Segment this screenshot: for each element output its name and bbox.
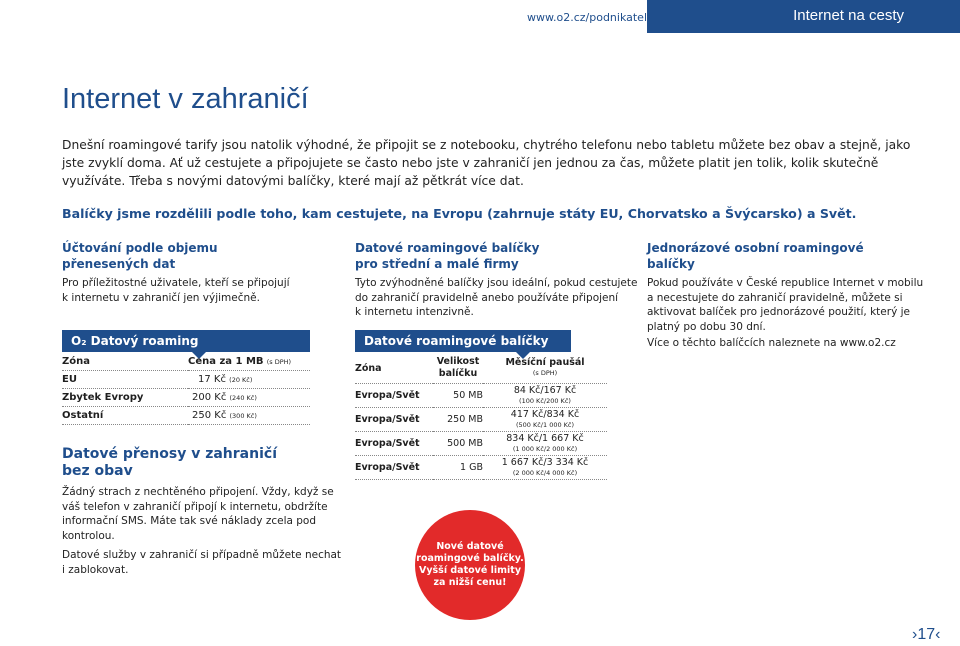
col2-heading-line: Datové roamingové balíčky	[355, 241, 540, 255]
col3-text-line: aktivovat balíček pro jednorázové použití, který je	[647, 306, 910, 318]
zone-cell: Evropa/Svět	[355, 432, 433, 456]
price-header-note: (s DPH)	[266, 358, 292, 366]
table-row	[355, 408, 607, 432]
fee-value: 1 667 Kč/3 334 Kč	[501, 456, 589, 468]
col1-text	[62, 276, 290, 305]
price-header-label: Cena za 1 MB	[188, 356, 264, 367]
paragraph-line: váš telefon v zahraničí připojí k internetu, obdržíte	[62, 500, 328, 513]
badge-line: roamingové balíčky.	[416, 553, 524, 564]
table-row	[355, 384, 607, 408]
badge-line: za nižší cenu!	[433, 577, 507, 588]
paragraph-line: Datové služby v zahraničí si případně můžete nechat	[62, 549, 342, 561]
data-transfers-heading	[62, 446, 277, 480]
heading-line: bez obav	[62, 463, 133, 479]
col3-text-line: platný po dobu 30 dní.	[647, 320, 766, 333]
fee-value: 417 Kč/834 Kč	[510, 408, 580, 420]
block-services-paragraph	[62, 548, 341, 577]
zone-header: Zóna	[62, 353, 188, 371]
fee-note: (2 000 Kč/4 000 Kč)	[512, 468, 578, 477]
table-row	[355, 432, 607, 456]
size-cell: 250 MB	[433, 408, 483, 432]
size-header-line: Velikost	[436, 356, 480, 367]
col1-heading-line: Účtování podle objemu	[62, 241, 218, 255]
badge-line: Nové datové	[436, 541, 504, 552]
price-header	[188, 353, 310, 371]
col2-heading-line: pro střední a malé firmy	[355, 257, 519, 271]
size-cell: 50 MB	[433, 384, 483, 408]
fee-note: (100 Kč/200 Kč)	[519, 396, 571, 405]
fee-cell	[483, 432, 607, 456]
zone-header: Zóna	[355, 353, 433, 384]
fee-value: 834 Kč/1 667 Kč	[506, 432, 584, 444]
paragraph-line: i zablokovat.	[62, 563, 129, 576]
header-section-tab	[647, 0, 960, 33]
size-header	[433, 353, 483, 384]
size-header-line: balíčku	[438, 368, 478, 379]
price-note: (300 Kč)	[229, 412, 257, 420]
zone-cell: Zbytek Evropy	[62, 389, 188, 407]
price-value: 17 Kč	[198, 374, 226, 385]
col3-text-line: Pokud používáte v České republice Internet v mobilu	[647, 277, 924, 289]
table-row	[62, 407, 310, 425]
intro-paragraph: Dnešní roamingové tarify jsou natolik výhodné, že připojit se z notebooku, chytrého telefonu nebo tabletu můžete bez obav a stejně, jako jste zvyklí doma. Ať už cestujete a připojujete se často nebo jste v zahraničí jen jednou za čas, můžete platit jen tolik, kolik skutečně využíváte. Třeba s novými datovými balíčky, které mají až pětkrát více dat.	[62, 138, 911, 188]
fee-note: (1 000 Kč/2 000 Kč)	[512, 444, 578, 453]
col2-text	[355, 276, 637, 320]
col3-heading	[647, 240, 864, 272]
col3-more-link[interactable]: Více o těchto balíčcích naleznete na www.o2.cz	[647, 337, 896, 349]
section-title: Internet na cesty	[793, 7, 904, 24]
badge-text	[416, 541, 523, 589]
zone-cell: Evropa/Svět	[355, 456, 433, 480]
table-header-row	[62, 353, 310, 371]
table-row	[355, 456, 607, 480]
paragraph-line: informační SMS. Máte tak své náklady zcela pod	[62, 515, 317, 527]
col1-text-line: Pro příležitostné uživatele, kteří se připojují	[62, 277, 290, 289]
col1-heading-line: přenesených dat	[62, 257, 176, 271]
heading-line: Datové přenosy v zahraničí	[62, 446, 277, 462]
col1-heading	[62, 240, 218, 272]
fee-header	[483, 353, 607, 384]
data-transfers-paragraph	[62, 485, 334, 543]
header-url-link[interactable]: www.o2.cz/podnikatel	[527, 11, 648, 24]
table-row	[62, 371, 310, 389]
zone-cell: Evropa/Svět	[355, 408, 433, 432]
new-packages-badge	[415, 510, 525, 620]
table-row	[62, 389, 310, 407]
fee-note: (500 Kč/1 000 Kč)	[515, 420, 575, 429]
col2-text-line: k internetu intenzivně.	[355, 306, 474, 318]
zone-cell: Evropa/Svět	[355, 384, 433, 408]
fee-value: 84 Kč/167 Kč	[513, 384, 577, 396]
size-cell: 500 MB	[433, 432, 483, 456]
chevron-right-icon: ›	[912, 626, 918, 643]
o2-data-roaming-bar: O₂ Datový roaming	[62, 330, 310, 352]
size-cell: 1 GB	[433, 456, 483, 480]
col1-text-line: k internetu v zahraničí jen výjimečně.	[62, 291, 260, 304]
price-note: (20 Kč)	[229, 376, 253, 384]
chevron-left-icon: ‹	[935, 626, 941, 643]
fee-header-label: Měsíční paušál	[505, 357, 585, 368]
zone-cell: EU	[62, 371, 188, 389]
col3-text-line: a necestujete do zahraničí pravidelně, můžete si	[647, 291, 903, 304]
col3-heading-line: Jednorázové osobní roamingové	[647, 241, 864, 255]
page-title: Internet v zahraničí	[62, 83, 309, 115]
price-cell	[188, 389, 310, 407]
page-number	[912, 626, 940, 644]
paragraph-line: kontrolou.	[62, 529, 115, 542]
col3-heading-line: balíčky	[647, 257, 695, 271]
price-cell	[188, 371, 310, 389]
fee-cell	[483, 456, 607, 480]
col2-text-line: do zahraničí pravidelně anebo používáte připojení	[355, 291, 619, 304]
page-number-value: 17	[917, 626, 936, 643]
price-value: 250 Kč	[192, 410, 227, 421]
col3-text	[647, 276, 923, 334]
badge-line: Vyšší datové limity	[418, 565, 522, 576]
paragraph-line: Žádný strach z nechtěného připojení. Vždy, když se	[62, 486, 334, 498]
table-header-row	[355, 353, 607, 384]
price-value: 200 Kč	[192, 392, 227, 403]
zone-cell: Ostatní	[62, 407, 188, 425]
fee-cell	[483, 384, 607, 408]
col2-heading	[355, 240, 539, 272]
roaming-packages-bar: Datové roamingové balíčky	[355, 330, 571, 352]
fee-header-note: (s DPH)	[532, 369, 558, 377]
lead-sentence: Balíčky jsme rozdělili podle toho, kam cestujete, na Evropu (zahrnuje státy EU, Chorvatsko a Švýcarsko) a Svět.	[62, 206, 857, 221]
roaming-packages-table	[355, 353, 607, 480]
col2-text-line: Tyto zvýhodněné balíčky jsou ideální, pokud cestujete	[355, 277, 638, 289]
fee-cell	[483, 408, 607, 432]
price-cell	[188, 407, 310, 425]
price-note: (240 Kč)	[229, 394, 257, 402]
roaming-price-table	[62, 353, 310, 425]
